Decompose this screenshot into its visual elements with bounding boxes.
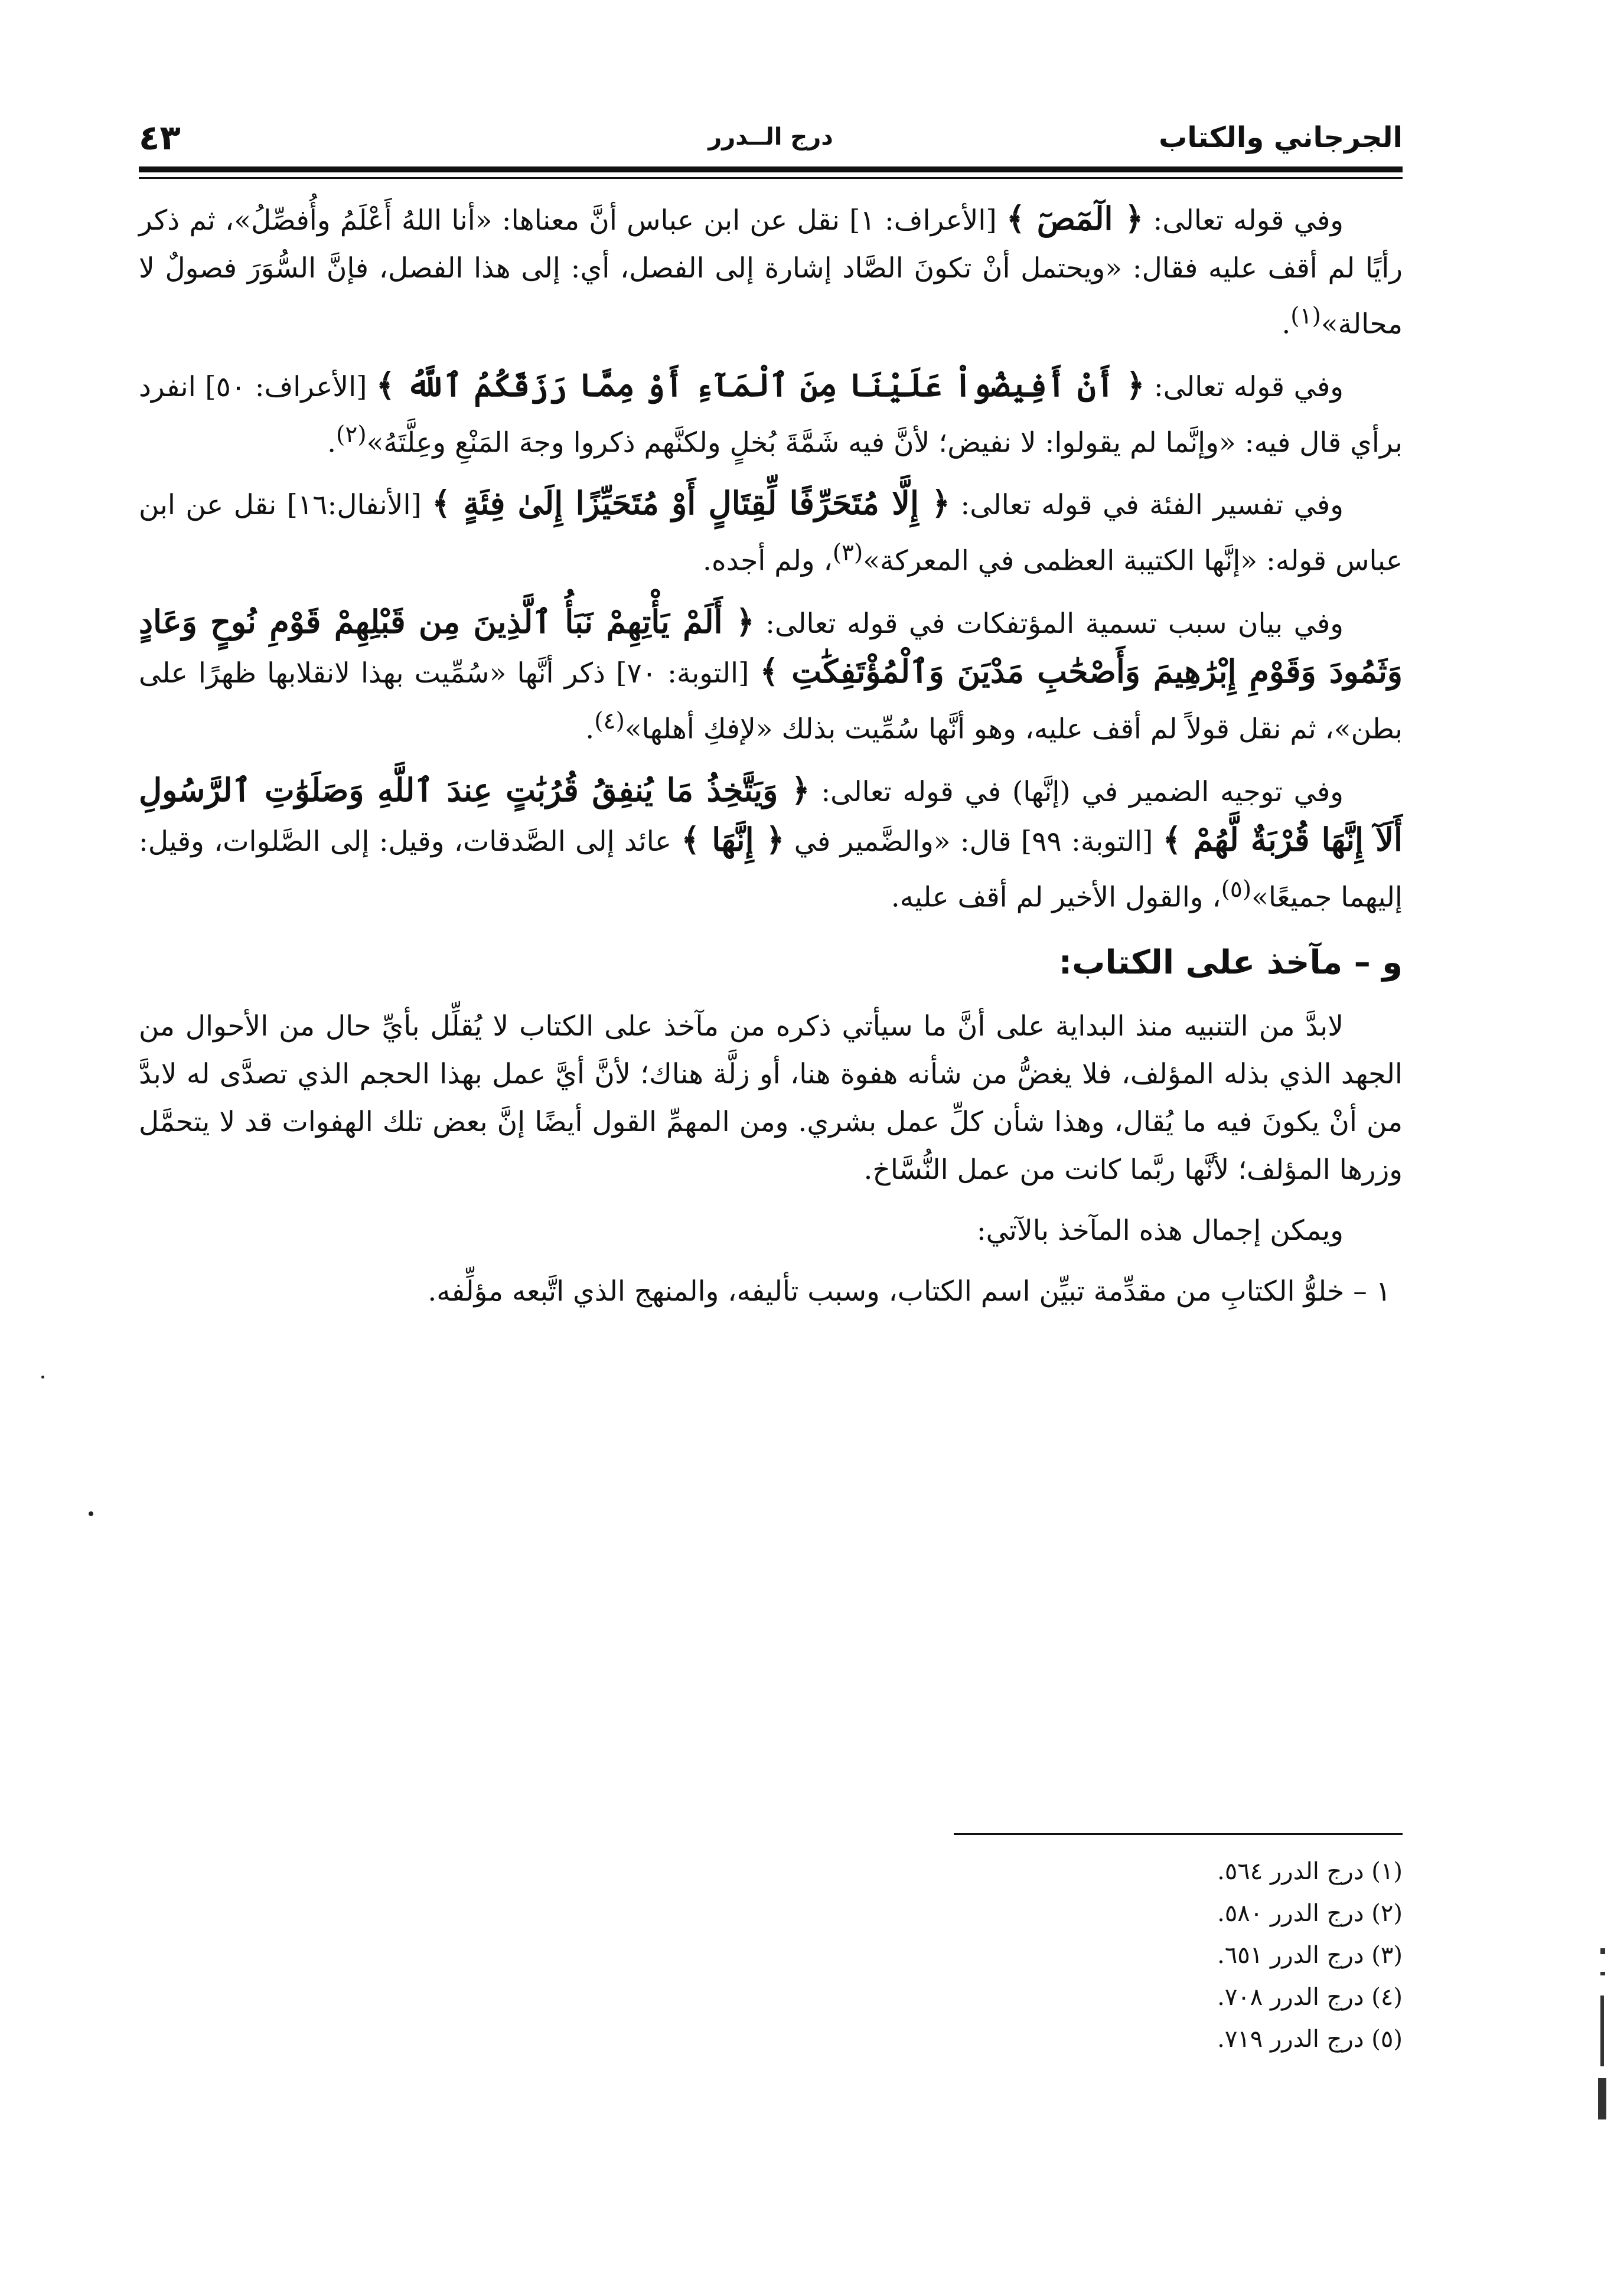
footnote: (٤) درج الدرر ٧٠٨. [1217, 1984, 1403, 2011]
header-rule-thick [139, 166, 1403, 172]
scan-edge-mark [1598, 2078, 1606, 2119]
footnote: (٣) درج الدرر ٦٥١. [1217, 1942, 1403, 1969]
paragraph: وفي قوله تعالى: ﴿ أَنْ أَفِيضُواْ عَلَيْنَا مِنَ ٱلْمَآءِ أَوْ مِمَّا رَزَقَكُمُ ٱللَّهُ ﴾ [الأعراف: ٥٠] انفرد برأي قال فيه: «وإنَّما لم يقولوا: لا نفيض؛ لأنَّ فيه شَمَّةَ بُخلٍ ولكنَّهم ذكروا وجهَ المَنْعِ وعِلَّتَهُ»$^{(٢)}$. [139, 365, 1403, 459]
chapter-title: الجرجاني والكتاب [1159, 121, 1403, 154]
footnote-ref: (٤) [594, 707, 625, 734]
scan-speck [41, 1376, 44, 1379]
quran-verse: ﴿ وَيَتَّخِذُ مَا يُنفِقُ قُرُبَٰتٍ عِندَ ٱللَّهِ وَصَلَوَٰتِ ٱلرَّسُولِ أَلَآ إِنَّهَا قُرْبَةٌ لَّهُمْ ﴾ [139, 770, 1403, 858]
paragraph: وفي تفسير الفئة في قوله تعالى: ﴿ إِلَّا مُتَحَرِّفًا لِّقِتَالٍ أَوْ مُتَحَيِّزًا إِلَىٰ فِئَةٍ ﴾ [الأنفال:١٦] نقل عن ابن عباس قوله: «إنَّها الكتيبة العظمى في المعركة»$^{(٣)}$، ولم أجده. [139, 484, 1403, 577]
scan-edge-mark [1600, 1995, 1604, 2066]
book-title: درج الــدرر [708, 123, 833, 151]
header-rule-thin [139, 177, 1403, 179]
footnote-ref: (٥) [1221, 876, 1252, 903]
quran-verse: ﴿ إِنَّهَا ﴾ [681, 820, 785, 858]
scan-edge-mark [1600, 1948, 1605, 1954]
main-text [139, 195, 1403, 1315]
scan-edge-mark [1600, 1972, 1605, 1975]
quran-verse: ﴿ أَلَمْ يَأْتِهِمْ نَبَأُ ٱلَّذِينَ مِن قَبْلِهِمْ قَوْمِ نُوحٍ وَعَادٍ وَثَمُودَ وَقَوْمِ إِبْرَٰهِيمَ وَأَصْحَٰبِ مَدْيَنَ وَٱلْمُؤْتَفِكَٰتِ ﴾ [139, 602, 1403, 690]
footnote: (١) درج الدرر ٥٦٤. [1217, 1858, 1403, 1885]
paragraph: لابدَّ من التنبيه منذ البداية على أنَّ ما سيأتي ذكره من مآخذ على الكتاب لا يُقلِّل بأيِّ حال من الأحوال من الجهد الذي بذله المؤلف، فلا يغضُّ من شأنه هفوة هنا، أو زلَّة هناك؛ لأنَّ أيَّ عمل بهذا الحجم الذي تصدَّى له لابدَّ من أنْ يكونَ فيه ما يُقال، وهذا شأن كلِّ عمل بشري. ومن المهمِّ القول أيضًا إنَّ بعض تلك الهفوات قد لا يتحمَّل وزرها المؤلف؛ لأنَّها ربَّما كانت من عمل النُّسَّاخ. [139, 1010, 1403, 1187]
paragraph: وفي توجيه الضمير في (إنَّها) في قوله تعالى: ﴿ وَيَتَّخِذُ مَا يُنفِقُ قُرُبَٰتٍ عِندَ ٱللَّهِ وَصَلَوَٰتِ ٱلرَّسُولِ أَلَآ إِنَّهَا قُرْبَةٌ لَّهُمْ ﴾ [التوبة: ٩٩] قال: «والضَّمير في ﴿ إِنَّهَا ﴾ عائد إلى الصَّدقات، وقيل: إلى الصَّلوات، وقيل: إليهما جميعًا»$^{(٥)}$، والقول الأخير لم أقف عليه. [139, 770, 1403, 914]
paragraph: وفي بيان سبب تسمية المؤتفكات في قوله تعالى: ﴿ أَلَمْ يَأْتِهِمْ نَبَأُ ٱلَّذِينَ مِن قَبْلِهِمْ قَوْمِ نُوحٍ وَعَادٍ وَثَمُودَ وَقَوْمِ إِبْرَٰهِيمَ وَأَصْحَٰبِ مَدْيَنَ وَٱلْمُؤْتَفِكَٰتِ ﴾ [التوبة: ٧٠] ذكر أنَّها «سُمِّيت بهذا لانقلابها ظهرًا على بطن»، ثم نقل قولاً لم أقف عليه، وهو أنَّها سُمِّيت بذلك «لإفكِ أهلها»$^{(٤)}$. [139, 602, 1403, 746]
footnote-ref: (٣) [832, 540, 863, 567]
footnote: (٥) درج الدرر ٧١٩. [1217, 2026, 1403, 2053]
footnote-ref: (١) [1290, 303, 1321, 329]
running-header [139, 117, 1403, 162]
footnote: (٢) درج الدرر ٥٨٠. [1217, 1900, 1403, 1927]
footnote-separator [954, 1833, 1403, 1835]
paragraph: وفي قوله تعالى: ﴿ الٓمٓصٓ ﴾ [الأعراف: ١] نقل عن ابن عباس أنَّ معناها: «أنا اللهُ أَعْلَمُ وأُفصِّلُ»، ثم ذكر رأيًا لم أقف عليه فقال: «ويحتمل أنْ تكونَ الصَّاد إشارة إلى الفصل، أي: إلى هذا الفصل، فإنَّ السُّوَرَ فصولٌ لا محالة»$^{(١)}$. [139, 200, 1403, 341]
paragraph: ويمكن إجمال هذه المآخذ بالآتي: [976, 1214, 1344, 1247]
scan-speck [89, 1511, 93, 1516]
footnote-ref: (٢) [336, 421, 367, 448]
section-heading: و – مآخذ على الكتاب: [1058, 943, 1403, 982]
quran-verse: ﴿ أَنْ أَفِيضُواْ عَلَيْنَا مِنَ ٱلْمَآءِ أَوْ مِمَّا رَزَقَكُمُ ٱللَّهُ ﴾ [376, 365, 1145, 404]
page-number: ٤٣ [139, 117, 181, 158]
quran-verse: ﴿ الٓمٓصٓ ﴾ [1006, 200, 1144, 237]
footnotes [954, 1851, 1403, 2060]
list-item: ١ – خلوُّ الكتابِ من مقدِّمة تبيِّن اسم الكتاب، وسبب تأليفه، والمنهج الذي اتَّبعه مؤلِّفه. [428, 1275, 1391, 1308]
quran-verse: ﴿ إِلَّا مُتَحَرِّفًا لِّقِتَالٍ أَوْ مُتَحَيِّزًا إِلَىٰ فِئَةٍ ﴾ [432, 484, 950, 522]
